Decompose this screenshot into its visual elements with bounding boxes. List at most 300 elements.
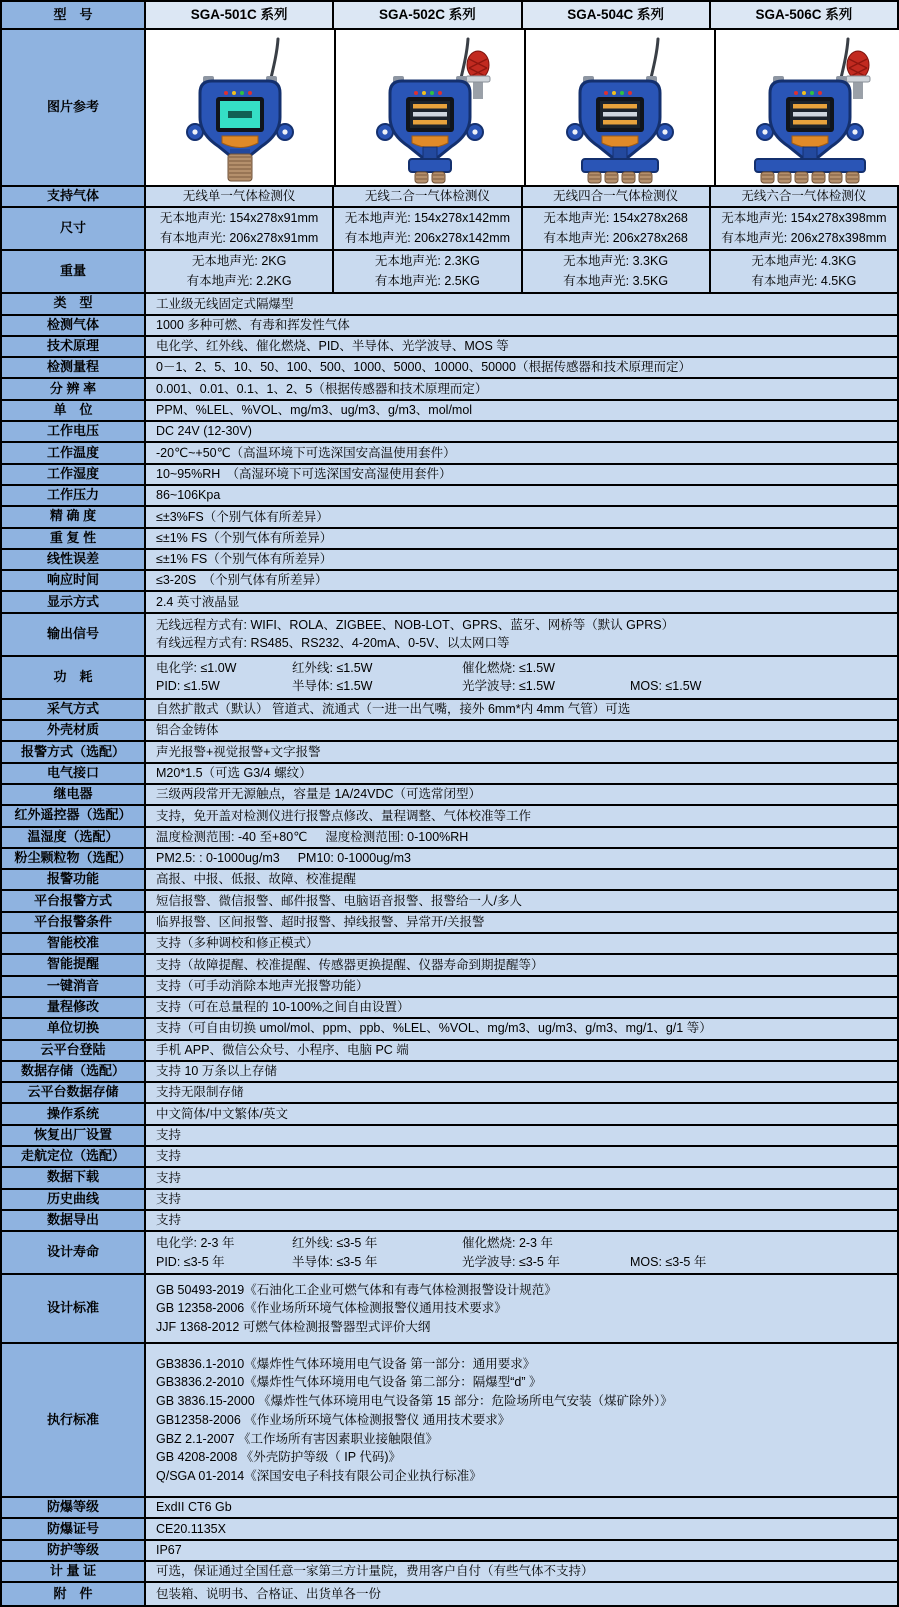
model-header-col4 xyxy=(711,2,897,28)
detector-illustration xyxy=(526,31,714,184)
value-text: 支持（可手动消除本地声光报警功能） xyxy=(156,978,369,993)
value-line xyxy=(146,764,897,783)
row-label-factory_reset xyxy=(2,1126,146,1145)
row-label-technical_principle xyxy=(2,337,146,356)
row-label-text: 防爆证号 xyxy=(46,1520,99,1536)
row-label-text: 分 辨 率 xyxy=(49,380,97,396)
spec-row-repeatability xyxy=(2,529,897,550)
spec-row-alarm_function xyxy=(2,870,897,891)
value-text: 无线远程方式有: WIFI、ROLA、ZIGBEE、NOB-LOT、GPRS、蓝牙、网桥等（默认 GPRS） xyxy=(156,617,675,632)
spec-row-unit_switch xyxy=(2,1019,897,1040)
spec-row-dimensions xyxy=(2,208,897,251)
value-line xyxy=(146,1520,897,1539)
detector-illustration xyxy=(336,31,524,184)
row-label-alarm_mode xyxy=(2,742,146,761)
value-line xyxy=(146,828,897,847)
value-line xyxy=(146,1448,897,1467)
value-line xyxy=(146,358,897,377)
value-line xyxy=(146,571,897,590)
row-label-explosion_proof_cert xyxy=(2,1519,146,1538)
value-text: GB 4208-2008 《外壳防护等级（ IP 代码)》 xyxy=(156,1450,401,1465)
value-protection_grade xyxy=(146,1541,897,1560)
value-segment: 光学波导: ≤1.5W xyxy=(462,679,555,694)
value-line: 无线二合一气体检测仪 xyxy=(364,188,490,203)
spec-row-platform_alarm_mode xyxy=(2,891,897,912)
value-segment: 温度检测范围: -40 至+80℃ xyxy=(156,829,308,844)
row-label-text: 线性误差 xyxy=(46,551,99,567)
value-line xyxy=(146,1585,897,1604)
row-label-platform_alarm_mode xyxy=(2,891,146,910)
row-label-text: 设计寿命 xyxy=(46,1244,99,1260)
value-output_signal xyxy=(146,614,897,655)
value-segment: 红外线: ≤1.5W xyxy=(292,660,373,675)
row-label-text: 温湿度（选配） xyxy=(27,828,119,844)
value-line xyxy=(146,1041,897,1060)
row-label-text: 型 号 xyxy=(53,6,93,22)
value-working_humidity xyxy=(146,465,897,484)
row-label-text: 防护等级 xyxy=(46,1541,99,1557)
value-weight-col4 xyxy=(711,251,897,292)
value-text: M20*1.5（可选 G3/4 螺纹） xyxy=(156,765,312,780)
spec-row-cloud_data_storage xyxy=(2,1083,897,1104)
row-label-navigation_positioning xyxy=(2,1147,146,1166)
row-label-smart_reminder xyxy=(2,955,146,974)
row-label-text: 单 位 xyxy=(53,401,93,417)
spec-row-detected_gas xyxy=(2,316,897,337)
spec-row-explosion_proof_cert xyxy=(2,1519,897,1540)
row-label-text: 报警方式（选配） xyxy=(20,743,125,759)
spec-row-display_mode xyxy=(2,592,897,613)
row-label-working_voltage xyxy=(2,422,146,441)
value-text: PPM、%LEL、%VOL、mg/m3、ug/m3、g/m3、mol/mol xyxy=(156,403,473,418)
row-label-detection_range xyxy=(2,358,146,377)
value-line xyxy=(146,1430,897,1449)
row-label-text: 设计标准 xyxy=(46,1300,99,1316)
row-label-text: 历史曲线 xyxy=(46,1190,99,1206)
value-text: 支持（故障提醒、校准提醒、传感器更换提醒、仪器寿命到期提醒等） xyxy=(156,957,544,972)
value-line: 无线六合一气体检测仪 xyxy=(741,188,867,203)
value-line xyxy=(146,1147,897,1166)
spec-row-design_life xyxy=(2,1232,897,1275)
value-text: 支持 xyxy=(156,1127,182,1142)
row-label-text: 红外遥控器（选配） xyxy=(14,807,132,823)
row-label-text: 工作电压 xyxy=(46,423,99,439)
row-label-text: 计 量 证 xyxy=(49,1563,97,1579)
model-header-col3 xyxy=(523,2,711,28)
row-label-linearity_error xyxy=(2,550,146,569)
value-line xyxy=(146,444,897,463)
spec-row-execution_standard xyxy=(2,1344,897,1498)
value-line: 无本地声光: 154x278x268 xyxy=(543,211,688,226)
row-label-text: 采气方式 xyxy=(46,700,99,716)
wireless-single-gas-detector-photo xyxy=(146,30,336,185)
value-line xyxy=(146,401,897,420)
value-housing_material xyxy=(146,721,897,740)
value-text: 铝合金铸体 xyxy=(156,723,219,738)
value-text: 中文简体/中文繁体/英文 xyxy=(156,1106,288,1121)
value-text: ≤±1% FS（个别气体有所差异） xyxy=(156,552,333,567)
value-working_voltage xyxy=(146,422,897,441)
value-line xyxy=(146,785,897,804)
value-text: GB 12358-2006《作业场所环境气体检测报警仪通用技术要求》 xyxy=(156,1301,507,1316)
row-label-text: 输出信号 xyxy=(46,625,99,641)
value-text: 声光报警+视觉报警+文字报警 xyxy=(156,744,321,759)
value-line: 有本地声光: 4.5KG xyxy=(751,273,857,288)
value-segment: 湿度检测范围: 0-100%RH xyxy=(325,829,469,844)
row-label-text: 功 耗 xyxy=(53,668,93,684)
value-line xyxy=(146,1190,897,1209)
value-segment: PM10: 0-1000ug/m3 xyxy=(297,851,411,866)
row-label-text: 精 确 度 xyxy=(49,508,97,524)
spec-row-range_modification xyxy=(2,998,897,1019)
spec-row-operating_system xyxy=(2,1104,897,1125)
spec-row-linearity_error xyxy=(2,550,897,571)
value-segment: 电化学: ≤1.0W xyxy=(156,660,237,675)
value-segment: PID: ≤1.5W xyxy=(156,679,220,694)
spec-row-factory_reset xyxy=(2,1126,897,1147)
value-text: DC 24V (12-30V) xyxy=(156,424,252,439)
value-line xyxy=(146,1562,897,1581)
spec-row-explosion_proof_grade xyxy=(2,1498,897,1519)
value-supported_gas-col2 xyxy=(334,187,522,206)
value-text: 电化学、红外线、催化燃烧、PID、半导体、光学波导、MOS 等 xyxy=(156,339,509,354)
value-line: 无本地声光: 2.3KG xyxy=(374,254,480,269)
model-name: SGA-502C 系列 xyxy=(378,6,476,22)
row-label-text: 防爆等级 xyxy=(46,1499,99,1515)
row-label-text: 恢复出厂设置 xyxy=(33,1126,112,1142)
value-line: 有本地声光: 206x278x268 xyxy=(543,230,688,245)
row-label-accuracy xyxy=(2,507,146,526)
value-segment: 电化学: 2-3 年 xyxy=(156,1235,235,1250)
spec-row-smart_reminder xyxy=(2,955,897,976)
value-line xyxy=(146,486,897,505)
value-sampling_method xyxy=(146,700,897,719)
value-text: 有线远程方式有: RS485、RS232、4-20mA、0-5V、以太网口等 xyxy=(156,636,510,651)
value-line xyxy=(146,659,897,678)
row-label-text: 尺寸 xyxy=(59,220,86,236)
model-name: SGA-501C 系列 xyxy=(190,6,288,22)
value-text: ≤3-20S （个别气体有所差异） xyxy=(156,573,328,588)
value-line xyxy=(146,934,897,953)
value-line: 无本地声光: 154x278x142mm xyxy=(344,211,511,226)
value-one_key_mute xyxy=(146,977,897,996)
value-working_temperature xyxy=(146,443,897,462)
spec-row-platform_alarm_condition xyxy=(2,913,897,934)
value-text: 支持（可自由切换 umol/mol、ppm、ppb、%LEL、%VOL、mg/m3、ug/m3、g/m3、mg/1、g/1 等） xyxy=(156,1021,712,1036)
value-line: 有本地声光: 206x278x398mm xyxy=(721,230,887,245)
value-platform_alarm_mode xyxy=(146,891,897,910)
spec-row-response_time xyxy=(2,571,897,592)
row-label-working_pressure xyxy=(2,486,146,505)
value-working_pressure xyxy=(146,486,897,505)
spec-row-electrical_interface xyxy=(2,764,897,785)
value-line xyxy=(146,1467,897,1486)
value-alarm_mode xyxy=(146,742,897,761)
row-label-text: 数据导出 xyxy=(46,1212,99,1228)
row-label-cloud_data_storage xyxy=(2,1083,146,1102)
spec-row-working_temperature xyxy=(2,443,897,464)
value-segment: 红外线: ≤3-5 年 xyxy=(292,1235,378,1250)
row-label-text: 检测气体 xyxy=(46,316,99,332)
value-line xyxy=(146,1234,897,1253)
value-segment: PID: ≤3-5 年 xyxy=(156,1254,225,1269)
row-label-output_signal xyxy=(2,614,146,655)
value-text: 86~106Kpa xyxy=(156,488,221,503)
row-label-text: 外壳材质 xyxy=(46,722,99,738)
value-text: IP67 xyxy=(156,1543,182,1558)
value-line xyxy=(146,870,897,889)
value-text: GB12358-2006 《作业场所环境气体检测报警仪 通用技术要求》 xyxy=(156,1412,511,1427)
value-dimensions-col2 xyxy=(334,208,522,249)
row-label-range_modification xyxy=(2,998,146,1017)
value-data_download xyxy=(146,1168,897,1187)
value-line xyxy=(146,1169,897,1188)
spec-row-metrology_cert xyxy=(2,1562,897,1583)
value-text: GB 3836.15-2000 《爆炸性气体环境用电气设备第 15 部分：危险场所电气安装（煤矿除外）》 xyxy=(156,1394,673,1409)
spec-row-navigation_positioning xyxy=(2,1147,897,1168)
value-line xyxy=(146,465,897,484)
value-line xyxy=(146,1392,897,1411)
spec-row-ir_remote xyxy=(2,806,897,827)
value-text: 高报、中报、低报、故障、校准提醒 xyxy=(156,872,357,887)
value-line xyxy=(146,1281,897,1300)
value-line xyxy=(146,721,897,740)
value-supported_gas-col3 xyxy=(523,187,711,206)
value-line xyxy=(146,1355,897,1374)
detector-illustration xyxy=(146,31,334,184)
row-label-display_mode xyxy=(2,592,146,611)
value-response_time xyxy=(146,571,897,590)
value-line xyxy=(146,677,897,696)
value-line xyxy=(146,1411,897,1430)
row-label-text: 执行标准 xyxy=(46,1411,99,1427)
value-text: 2.4 英寸液晶显 xyxy=(156,594,240,609)
row-label-text: 电气接口 xyxy=(46,764,99,780)
value-line xyxy=(146,700,897,719)
value-line xyxy=(146,316,897,335)
row-label-text: 粉尘颗粒物（选配） xyxy=(14,850,132,865)
row-label-text: 工作压力 xyxy=(46,487,99,503)
row-label-dust_particles xyxy=(2,849,146,868)
row-label-text: 走航定位（选配） xyxy=(20,1148,125,1164)
value-text: 0－1、2、5、10、50、100、500、1000、5000、10000、50000（根据传感器和技术原理而定） xyxy=(156,360,691,375)
value-dimensions-col4 xyxy=(711,208,897,249)
row-label-text: 智能提醒 xyxy=(46,956,99,972)
spec-row-cloud_login xyxy=(2,1041,897,1062)
spec-row-image_reference xyxy=(2,30,897,187)
value-segment: 催化燃烧: ≤1.5W xyxy=(462,660,555,675)
spec-row-data_export xyxy=(2,1211,897,1232)
value-line xyxy=(146,1318,897,1337)
row-label-sampling_method xyxy=(2,700,146,719)
value-text: 支持（可在总量程的 10-100%之间自由设置） xyxy=(156,1000,410,1015)
value-text: ExdII CT6 Gb xyxy=(156,1500,232,1515)
value-text: ≤±3%FS（个别气体有所差异） xyxy=(156,509,329,524)
row-label-text: 支持气体 xyxy=(46,188,99,204)
value-operating_system xyxy=(146,1104,897,1123)
value-design_life xyxy=(146,1232,897,1273)
row-label-ir_remote xyxy=(2,806,146,825)
value-text: 三级两段常开无源触点，容量是 1A/24VDC（可选常闭型） xyxy=(156,787,482,802)
row-label-text: 重 复 性 xyxy=(49,529,97,545)
value-text: 临界报警、区间报警、超时报警、掉线报警、异常开/关报警 xyxy=(156,915,485,929)
row-label-unit xyxy=(2,401,146,420)
value-text: 支持 xyxy=(156,1170,182,1185)
value-navigation_positioning xyxy=(146,1147,897,1166)
value-dust_particles xyxy=(146,849,897,868)
value-line xyxy=(146,998,897,1017)
value-repeatability xyxy=(146,529,897,548)
wireless-4in1-gas-detector-photo xyxy=(526,30,716,185)
value-line: 无本地声光: 154x278x398mm xyxy=(721,211,887,226)
row-label-text: 智能校准 xyxy=(46,935,99,951)
row-label-data_export xyxy=(2,1211,146,1230)
value-line xyxy=(146,529,897,548)
value-line xyxy=(146,508,897,527)
row-label-text: 数据下载 xyxy=(46,1169,99,1185)
value-smart_reminder xyxy=(146,955,897,974)
value-line: 无线四合一气体检测仪 xyxy=(553,188,679,203)
value-segment: PM2.5: : 0-1000ug/m3 xyxy=(156,851,280,866)
value-line xyxy=(146,1253,897,1272)
value-line: 有本地声光: 2.5KG xyxy=(374,273,480,288)
spec-row-type xyxy=(2,294,897,315)
value-line xyxy=(146,892,897,911)
row-label-text: 类 型 xyxy=(53,295,93,311)
row-label-text: 检测量程 xyxy=(46,359,99,375)
value-linearity_error xyxy=(146,550,897,569)
value-explosion_proof_cert xyxy=(146,1519,897,1538)
value-power_consumption xyxy=(146,657,897,698)
value-line: 无本地声光: 3.3KG xyxy=(563,254,669,269)
row-label-execution_standard xyxy=(2,1344,146,1496)
value-line xyxy=(146,1019,897,1038)
value-platform_alarm_condition xyxy=(146,913,897,932)
value-line xyxy=(146,1062,897,1081)
value-line xyxy=(146,380,897,399)
value-factory_reset xyxy=(146,1126,897,1145)
spec-row-power_consumption xyxy=(2,657,897,700)
spec-row-weight xyxy=(2,251,897,294)
spec-row-technical_principle xyxy=(2,337,897,358)
value-electrical_interface xyxy=(146,764,897,783)
value-alarm_function xyxy=(146,870,897,889)
value-text: ≤±1% FS（个别气体有所差异） xyxy=(156,530,333,545)
value-relay xyxy=(146,785,897,804)
value-line xyxy=(146,1498,897,1517)
value-supported_gas-col1 xyxy=(146,187,334,206)
row-label-text: 报警功能 xyxy=(46,871,99,887)
value-text: 手机 APP、微信公众号、小程序、电脑 PC 端 xyxy=(156,1042,409,1057)
row-label-image_reference xyxy=(2,30,146,185)
row-label-text: 单位切换 xyxy=(46,1020,99,1036)
value-text: GB3836.1-2010《爆炸性气体环境用电气设备 第一部分：通用要求》 xyxy=(156,1356,536,1371)
row-label-text: 云平台登陆 xyxy=(40,1041,106,1057)
row-label-cloud_login xyxy=(2,1041,146,1060)
value-temp_humidity xyxy=(146,828,897,847)
value-unit xyxy=(146,401,897,420)
row-label-accessories xyxy=(2,1583,146,1604)
row-label-text: 量程修改 xyxy=(46,999,99,1015)
row-label-design_standard xyxy=(2,1275,146,1342)
value-line xyxy=(146,977,897,996)
row-label-text: 重量 xyxy=(59,263,86,279)
value-line: 有本地声光: 206x278x142mm xyxy=(344,230,511,245)
value-segment: MOS: ≤1.5W xyxy=(630,679,702,694)
spec-row-data_download xyxy=(2,1168,897,1189)
row-label-text: 工作温度 xyxy=(46,444,99,460)
value-segment: 催化燃烧: 2-3 年 xyxy=(462,1235,553,1250)
value-text: 短信报警、微信报警、邮件报警、电脑语音报警、报警给一人/多人 xyxy=(156,893,522,908)
model-name: SGA-506C 系列 xyxy=(755,6,853,22)
value-text: 支持（多种调校和修正模式） xyxy=(156,936,319,951)
spec-row-housing_material xyxy=(2,721,897,742)
row-label-data_storage xyxy=(2,1062,146,1081)
value-segment: 光学波导: ≤3-5 年 xyxy=(462,1254,560,1269)
row-label-text: 附 件 xyxy=(53,1585,93,1601)
value-data_export xyxy=(146,1211,897,1230)
spec-row-relay xyxy=(2,785,897,806)
value-text: 1000 多种可燃、有毒和挥发性气体 xyxy=(156,317,350,332)
value-ir_remote xyxy=(146,806,897,825)
value-text: 支持 xyxy=(156,1149,182,1164)
spec-row-supported_gas xyxy=(2,187,897,208)
value-line xyxy=(146,337,897,356)
value-display_mode xyxy=(146,592,897,611)
value-line: 无本地声光: 2KG xyxy=(191,254,287,269)
row-label-explosion_proof_grade xyxy=(2,1498,146,1517)
value-text: JJF 1368-2012 可燃气体检测报警器型式评价大纲 xyxy=(156,1320,431,1335)
spec-row-model xyxy=(2,2,897,30)
value-line: 无本地声光: 4.3KG xyxy=(751,254,857,269)
value-line: 无本地声光: 154x278x91mm xyxy=(159,211,319,226)
model-header-col1 xyxy=(146,2,334,28)
row-label-working_temperature xyxy=(2,443,146,462)
row-label-supported_gas xyxy=(2,187,146,206)
row-label-metrology_cert xyxy=(2,1562,146,1581)
model-header-col2 xyxy=(334,2,522,28)
row-label-operating_system xyxy=(2,1104,146,1123)
row-label-alarm_function xyxy=(2,870,146,889)
value-line: 有本地声光: 206x278x91mm xyxy=(159,230,319,245)
spec-row-accessories xyxy=(2,1583,897,1604)
value-line xyxy=(146,616,897,635)
spec-row-smart_calibration xyxy=(2,934,897,955)
value-weight-col3 xyxy=(523,251,711,292)
value-text: 支持，免开盖对检测仪进行报警点修改、量程调整、气体校准等工作 xyxy=(156,808,532,823)
row-label-text: 显示方式 xyxy=(46,593,99,609)
row-label-text: 一键消音 xyxy=(46,977,99,993)
row-label-text: 平台报警方式 xyxy=(33,892,112,908)
value-text: 支持 xyxy=(156,1191,182,1206)
row-label-response_time xyxy=(2,571,146,590)
value-line xyxy=(146,1211,897,1230)
value-line xyxy=(146,743,897,762)
spec-row-working_humidity xyxy=(2,465,897,486)
spec-row-data_storage xyxy=(2,1062,897,1083)
value-segment: 半导体: ≤3-5 年 xyxy=(292,1254,378,1269)
row-label-protection_grade xyxy=(2,1541,146,1560)
wireless-2in1-gas-detector-photo xyxy=(336,30,526,185)
value-text: 10~95%RH （高湿环境下可选深国安高湿使用套件） xyxy=(156,466,452,481)
value-line xyxy=(146,295,897,314)
value-line xyxy=(146,913,897,932)
value-line xyxy=(146,1373,897,1392)
row-label-model xyxy=(2,2,146,28)
value-unit_switch xyxy=(146,1019,897,1038)
value-cloud_login xyxy=(146,1041,897,1060)
value-text: 支持无限制存储 xyxy=(156,1085,244,1100)
